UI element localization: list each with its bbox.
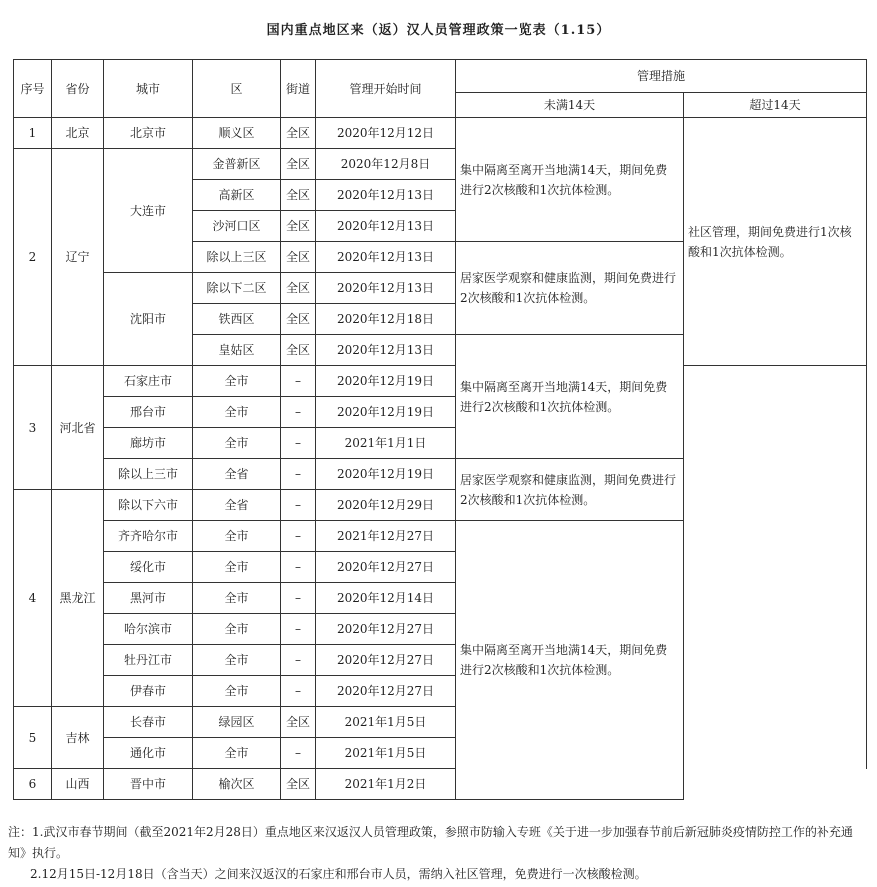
measure-home-observation: 居家医学观察和健康监测，期间免费进行2次核酸和1次抗体检测。 — [456, 459, 684, 521]
cell-start: 2020年12月19日 — [316, 459, 456, 490]
cell-start: 2021年1月1日 — [316, 428, 456, 459]
cell-city: 邢台市 — [104, 397, 193, 428]
cell-street: – — [281, 428, 316, 459]
cell-start: 2020年12月12日 — [316, 118, 456, 149]
measure-isolation: 集中隔离至离开当地满14天，期间免费进行2次核酸和1次抗体检测。 — [456, 118, 684, 242]
table-row — [14, 614, 867, 645]
cell-province: 山西 — [52, 769, 104, 800]
measure-isolation: 集中隔离至离开当地满14天，期间免费进行2次核酸和1次抗体检测。 — [456, 521, 684, 800]
cell-start: 2021年12月27日 — [316, 521, 456, 552]
cell-start: 2021年1月2日 — [316, 769, 456, 800]
cell-street: – — [281, 366, 316, 397]
cell-province: 北京 — [52, 118, 104, 149]
cell-province: 吉林 — [52, 707, 104, 769]
header-no: 序号 — [14, 60, 52, 118]
cell-district: 顺义区 — [193, 118, 281, 149]
cell-city: 伊春市 — [104, 676, 193, 707]
cell-street: – — [281, 552, 316, 583]
cell-district: 金普新区 — [193, 149, 281, 180]
cell-street: 全区 — [281, 211, 316, 242]
cell-street: – — [281, 614, 316, 645]
cell-no: 6 — [14, 769, 52, 800]
cell-start: 2020年12月13日 — [316, 211, 456, 242]
table-row — [14, 707, 867, 738]
cell-start: 2020年12月29日 — [316, 490, 456, 521]
cell-start: 2020年12月13日 — [316, 335, 456, 366]
table-row — [14, 645, 867, 676]
cell-district: 全市 — [193, 676, 281, 707]
cell-street: 全区 — [281, 180, 316, 211]
cell-no: 4 — [14, 490, 52, 707]
header-city: 城市 — [104, 60, 193, 118]
cell-street: – — [281, 583, 316, 614]
cell-district: 全市 — [193, 428, 281, 459]
cell-start: 2020年12月27日 — [316, 645, 456, 676]
cell-start: 2021年1月5日 — [316, 738, 456, 769]
cell-street: 全区 — [281, 273, 316, 304]
cell-street: – — [281, 397, 316, 428]
footnotes — [8, 822, 868, 885]
table-row — [14, 769, 867, 800]
header-measures: 管理措施 — [456, 60, 867, 93]
cell-start: 2020年12月27日 — [316, 614, 456, 645]
cell-start: 2020年12月14日 — [316, 583, 456, 614]
cell-district: 全市 — [193, 738, 281, 769]
cell-province: 辽宁 — [52, 149, 104, 366]
header-street: 街道 — [281, 60, 316, 118]
cell-start: 2020年12月19日 — [316, 366, 456, 397]
cell-city: 齐齐哈尔市 — [104, 521, 193, 552]
cell-district: 绿园区 — [193, 707, 281, 738]
cell-district: 全市 — [193, 521, 281, 552]
table-row — [14, 118, 867, 149]
cell-district: 全省 — [193, 459, 281, 490]
cell-no: 2 — [14, 149, 52, 366]
table-row — [14, 583, 867, 614]
table-row — [14, 490, 867, 521]
cell-province: 河北省 — [52, 366, 104, 490]
cell-start: 2020年12月8日 — [316, 149, 456, 180]
cell-district: 除以下二区 — [193, 273, 281, 304]
cell-district: 铁西区 — [193, 304, 281, 335]
header-over-14: 超过14天 — [684, 93, 867, 118]
cell-street: 全区 — [281, 304, 316, 335]
table-row — [14, 738, 867, 769]
cell-city: 长春市 — [104, 707, 193, 738]
header-province: 省份 — [52, 60, 104, 118]
footnote-1: 注：1.武汉市春节期间（截至2021年2月28日）重点地区来汉返汉人员管理政策，参照市防输入专班《关于进一步加强春节前后新冠肺炎疫情防控工作的补充通知》执行。 — [8, 825, 853, 860]
cell-city: 通化市 — [104, 738, 193, 769]
cell-street: 全区 — [281, 242, 316, 273]
cell-start: 2020年12月19日 — [316, 397, 456, 428]
cell-city: 沈阳市 — [104, 273, 193, 366]
cell-street: – — [281, 521, 316, 552]
cell-city: 哈尔滨市 — [104, 614, 193, 645]
measure-community: 社区管理，期间免费进行1次核酸和1次抗体检测。 — [684, 118, 867, 366]
header-row — [14, 60, 867, 93]
cell-district: 沙河口区 — [193, 211, 281, 242]
cell-no: 5 — [14, 707, 52, 769]
table-row — [14, 676, 867, 707]
cell-district: 皇姑区 — [193, 335, 281, 366]
cell-district: 除以上三区 — [193, 242, 281, 273]
cell-district: 全省 — [193, 490, 281, 521]
cell-city: 绥化市 — [104, 552, 193, 583]
cell-start: 2020年12月13日 — [316, 180, 456, 211]
table-row — [14, 397, 867, 428]
measure-isolation: 集中隔离至离开当地满14天，期间免费进行2次核酸和1次抗体检测。 — [456, 335, 684, 459]
cell-street: – — [281, 490, 316, 521]
page-title: 国内重点地区来（返）汉人员管理政策一览表（1.15） — [266, 23, 611, 38]
cell-city: 除以上三市 — [104, 459, 193, 490]
table-row — [14, 459, 867, 490]
cell-district: 榆次区 — [193, 769, 281, 800]
cell-start: 2020年12月27日 — [316, 676, 456, 707]
header-district: 区 — [193, 60, 281, 118]
cell-city: 牡丹江市 — [104, 645, 193, 676]
cell-district: 全市 — [193, 397, 281, 428]
cell-start: 2020年12月18日 — [316, 304, 456, 335]
cell-city: 北京市 — [104, 118, 193, 149]
cell-start: 2020年12月13日 — [316, 273, 456, 304]
cell-street: 全区 — [281, 707, 316, 738]
cell-start: 2020年12月13日 — [316, 242, 456, 273]
table-row — [14, 552, 867, 583]
cell-no: 1 — [14, 118, 52, 149]
cell-city: 晋中市 — [104, 769, 193, 800]
cell-street: 全区 — [281, 769, 316, 800]
table-row — [14, 366, 867, 397]
cell-no: 3 — [14, 366, 52, 490]
policy-table — [13, 59, 867, 800]
cell-district: 全市 — [193, 366, 281, 397]
cell-street: 全区 — [281, 335, 316, 366]
header-start-time: 管理开始时间 — [316, 60, 456, 118]
cell-street: – — [281, 676, 316, 707]
cell-city: 石家庄市 — [104, 366, 193, 397]
cell-district: 全市 — [193, 645, 281, 676]
cell-district: 全市 — [193, 552, 281, 583]
cell-street: – — [281, 459, 316, 490]
cell-city: 大连市 — [104, 149, 193, 273]
table-row — [14, 521, 867, 552]
cell-district: 全市 — [193, 583, 281, 614]
table-row — [14, 428, 867, 459]
cell-district: 高新区 — [193, 180, 281, 211]
cell-street: 全区 — [281, 149, 316, 180]
cell-street: – — [281, 738, 316, 769]
header-under-14: 未满14天 — [456, 93, 684, 118]
cell-district: 全市 — [193, 614, 281, 645]
footnote-2: 2.12月15日-12月18日（含当天）之间来汉返汉的石家庄和邢台市人员，需纳入社区管理，免费进行一次核酸检测。 — [30, 867, 647, 881]
cell-city: 黑河市 — [104, 583, 193, 614]
cell-city: 除以下六市 — [104, 490, 193, 521]
cell-start: 2021年1月5日 — [316, 707, 456, 738]
cell-street: 全区 — [281, 118, 316, 149]
cell-city: 廊坊市 — [104, 428, 193, 459]
cell-street: – — [281, 645, 316, 676]
cell-start: 2020年12月27日 — [316, 552, 456, 583]
cell-province: 黑龙江 — [52, 490, 104, 707]
measure-home-observation: 居家医学观察和健康监测，期间免费进行2次核酸和1次抗体检测。 — [456, 242, 684, 335]
